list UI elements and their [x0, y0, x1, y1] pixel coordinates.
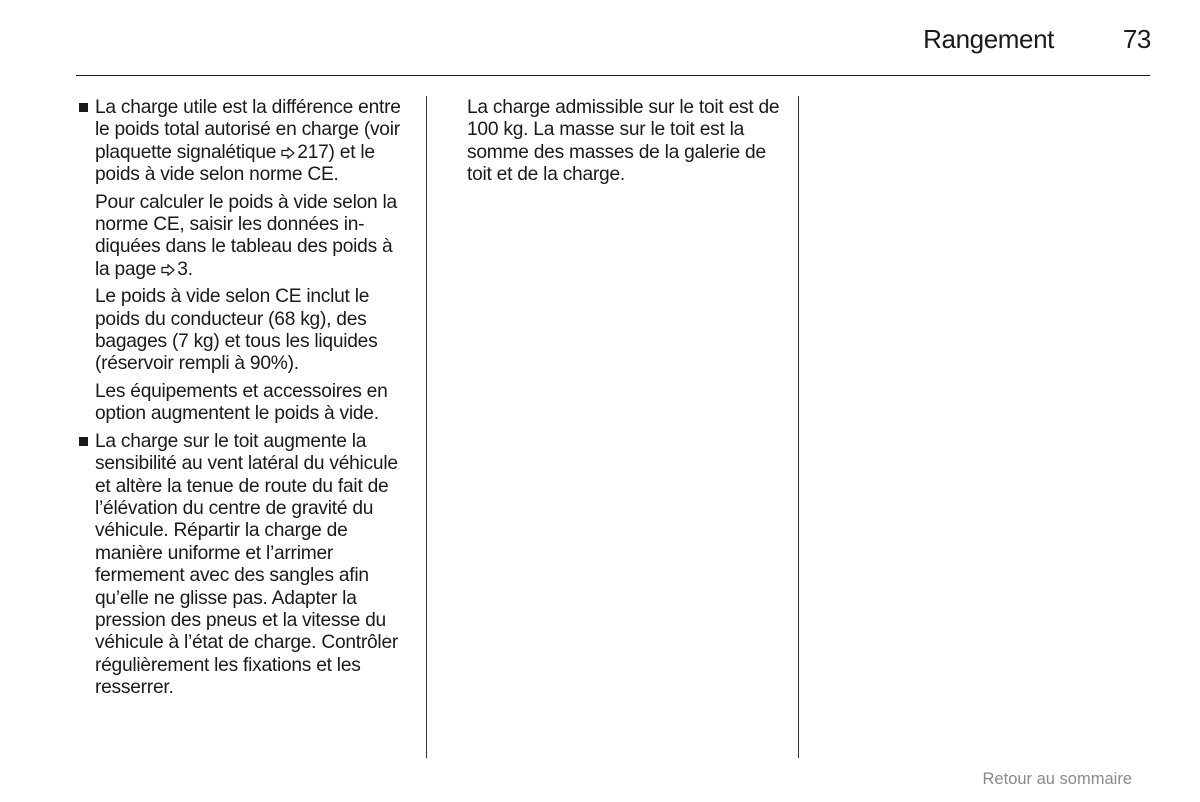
payload-paragraph: La charge utile est la différence entre le poids total autorisé en charge (voir plaquette signalétique 217) et le poids à vide selon norme CE. [95, 97, 401, 186]
bullet-item-payload [77, 97, 407, 426]
column-divider-left [426, 96, 427, 758]
middle-column [467, 97, 787, 192]
column-divider-right [798, 96, 799, 758]
page-number: 73 [1122, 24, 1151, 54]
square-bullet-icon [79, 103, 88, 112]
page-reference-arrow-icon [281, 147, 295, 159]
back-to-contents-link[interactable]: Retour au sommaire [982, 770, 1132, 788]
left-column [77, 97, 407, 705]
bullet-item-roof-load [77, 431, 407, 700]
roof-load-limit-paragraph: La charge admissible sur le toit est de 100 kg. La masse sur le toit est la somme des masses de la galerie de toit et de la charge. [467, 97, 780, 186]
empty-weight-includes-paragraph: Le poids à vide selon CE inclut le poids du conducteur (68 kg), des bagages (7 kg) et tous les liquides (réservoir rempli à 90%). [95, 286, 378, 375]
empty-weight-calc-paragraph: Pour calculer le poids à vide selon la norme CE, saisir les données indiquées dans le tableau des poids à la page 3. [95, 191, 397, 280]
page-reference-217[interactable]: 217) [297, 141, 335, 163]
page-reference-3[interactable]: 3. [177, 258, 193, 280]
roof-load-paragraph: La charge sur le toit augmente la sensibilité au vent latéral du véhicule et altère la tenue de route du fait de l’élévation du centre de gravité du véhicule. Répartir la charge de manière uniforme et l’arrimer fermement avec des sangles afin qu’elle ne glisse pas. Adapter la pression des pneus et la vitesse du véhicule à l’état de charge. Contrôler régulièrement les fixations et les resserrer. [95, 430, 399, 699]
square-bullet-icon [79, 437, 88, 446]
header-rule [76, 75, 1150, 76]
page-title: Rangement [923, 24, 1054, 54]
page-reference-arrow-icon [161, 264, 175, 276]
optional-equipment-paragraph: Les équipements et accessoires en option augmentent le poids à vide. [95, 380, 388, 425]
